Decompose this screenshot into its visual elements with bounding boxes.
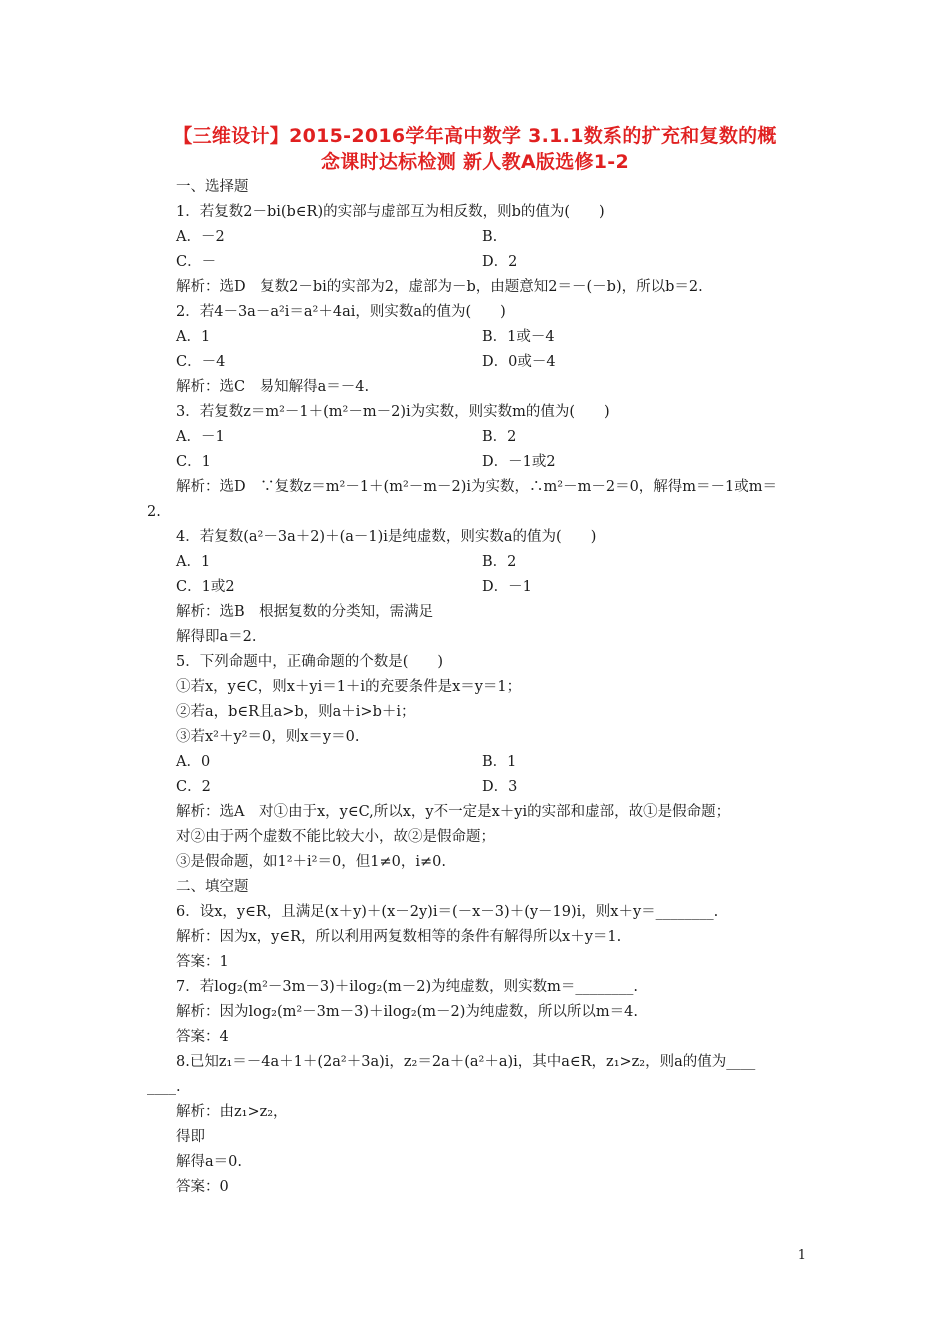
q5-proposition-2: ②若a，b∈R且a>b，则a＋i>b＋i； (176, 704, 416, 720)
q5-analysis: 解析：选A 对①由于x，y∈C,所以x，y不一定是x＋yi的实部和虚部，故①是假命题； (176, 804, 731, 820)
q5-analysis-line-2: 对②由于两个虚数不能比较大小，故②是假命题； (176, 829, 495, 845)
q2-stem: 2．若4－3a－a²i＝a²＋4ai，则实数a的值为( ) (176, 304, 506, 320)
q8-analysis-line-3: 解得a＝0. (176, 1154, 242, 1170)
document-title-line-1: 【三维设计】2015-2016学年高中数学 3.1.1数系的扩充和复数的概 (173, 125, 777, 147)
q1-stem: 1．若复数2－bi(b∈R)的实部与虚部互为相反数，则b的值为( ) (176, 204, 605, 220)
q2-option-b: B．1或－4 (482, 329, 555, 345)
q6-analysis: 解析：因为x，y∈R，所以利用两复数相等的条件有解得所以x＋y＝1. (176, 929, 622, 945)
q3-option-a: A．－1 (176, 429, 225, 445)
q8-analysis: 解析：由z₁>z₂， (176, 1104, 288, 1120)
q3-option-d: D．－1或2 (482, 454, 556, 470)
q5-proposition-3: ③若x²＋y²＝0，则x＝y＝0. (176, 729, 360, 745)
q4-option-b: B．2 (482, 554, 517, 570)
q1-option-c: C．－ (176, 254, 217, 270)
q3-option-c: C．1 (176, 454, 211, 470)
q1-option-a: A．－2 (176, 229, 225, 245)
q5-option-c: C．2 (176, 779, 211, 795)
page-number: 1 (797, 1248, 806, 1263)
q8-answer: 答案：0 (176, 1179, 229, 1195)
q8-stem-continued: ____. (147, 1079, 181, 1095)
q4-option-a: A．1 (176, 554, 211, 570)
q3-analysis-continued: 2. (147, 504, 161, 520)
q6-answer: 答案：1 (176, 954, 229, 970)
q8-analysis-line-2: 得即 (176, 1129, 205, 1145)
q2-option-d: D．0或－4 (482, 354, 556, 370)
q4-analysis: 解析：选B 根据复数的分类知，需满足 (176, 604, 434, 620)
document-title-line-2: 念课时达标检测 新人教A版选修1-2 (320, 151, 630, 173)
q4-analysis-conclusion: 解得即a＝2. (176, 629, 257, 645)
q3-analysis: 解析：选D ∵复数z＝m²－1＋(m²－m－2)i为实数，∴m²－m－2＝0，解得m＝－1或m＝ (176, 479, 778, 495)
q6-stem: 6．设x，y∈R，且满足(x＋y)＋(x－2y)i＝(－x－3)＋(y－19)i，则x＋y＝________. (176, 904, 719, 920)
q4-option-c: C．1或2 (176, 579, 235, 595)
q7-answer: 答案：4 (176, 1029, 229, 1045)
q2-option-c: C．－4 (176, 354, 226, 370)
q3-stem: 3．若复数z＝m²－1＋(m²－m－2)i为实数，则实数m的值为( ) (176, 404, 610, 420)
q8-stem: 8.已知z₁＝－4a＋1＋(2a²＋3a)i，z₂＝2a＋(a²＋a)i，其中a∈R，z₁>z₂，则a的值为____ (176, 1054, 756, 1070)
q5-option-d: D．3 (482, 779, 518, 795)
q5-analysis-line-3: ③是假命题，如1²＋i²＝0，但1≠0，i≠0. (176, 854, 446, 870)
q3-option-b: B．2 (482, 429, 517, 445)
section-heading-fill: 二、填空题 (176, 879, 249, 895)
q2-analysis: 解析：选C 易知解得a＝－4. (176, 379, 370, 395)
q5-option-b: B．1 (482, 754, 517, 770)
q5-option-a: A．0 (176, 754, 211, 770)
q1-option-b: B. (482, 229, 498, 245)
q2-option-a: A．1 (176, 329, 211, 345)
q7-analysis: 解析：因为log₂(m²－3m－3)＋ilog₂(m－2)为纯虚数，所以所以m＝4. (176, 1004, 639, 1020)
q7-stem: 7．若log₂(m²－3m－3)＋ilog₂(m－2)为纯虚数，则实数m＝________. (176, 979, 639, 995)
q4-option-d: D．－1 (482, 579, 532, 595)
q4-stem: 4．若复数(a²－3a＋2)＋(a－1)i是纯虚数，则实数a的值为( ) (176, 529, 597, 545)
q1-analysis: 解析：选D 复数2－bi的实部为2，虚部为－b，由题意知2＝－(－b)，所以b＝2. (176, 279, 703, 295)
section-heading-choice: 一、选择题 (176, 179, 249, 195)
q5-stem: 5．下列命题中，正确命题的个数是( ) (176, 654, 444, 670)
q5-proposition-1: ①若x，y∈C，则x＋yi＝1＋i的充要条件是x＝y＝1； (176, 679, 522, 695)
q1-option-d: D．2 (482, 254, 518, 270)
